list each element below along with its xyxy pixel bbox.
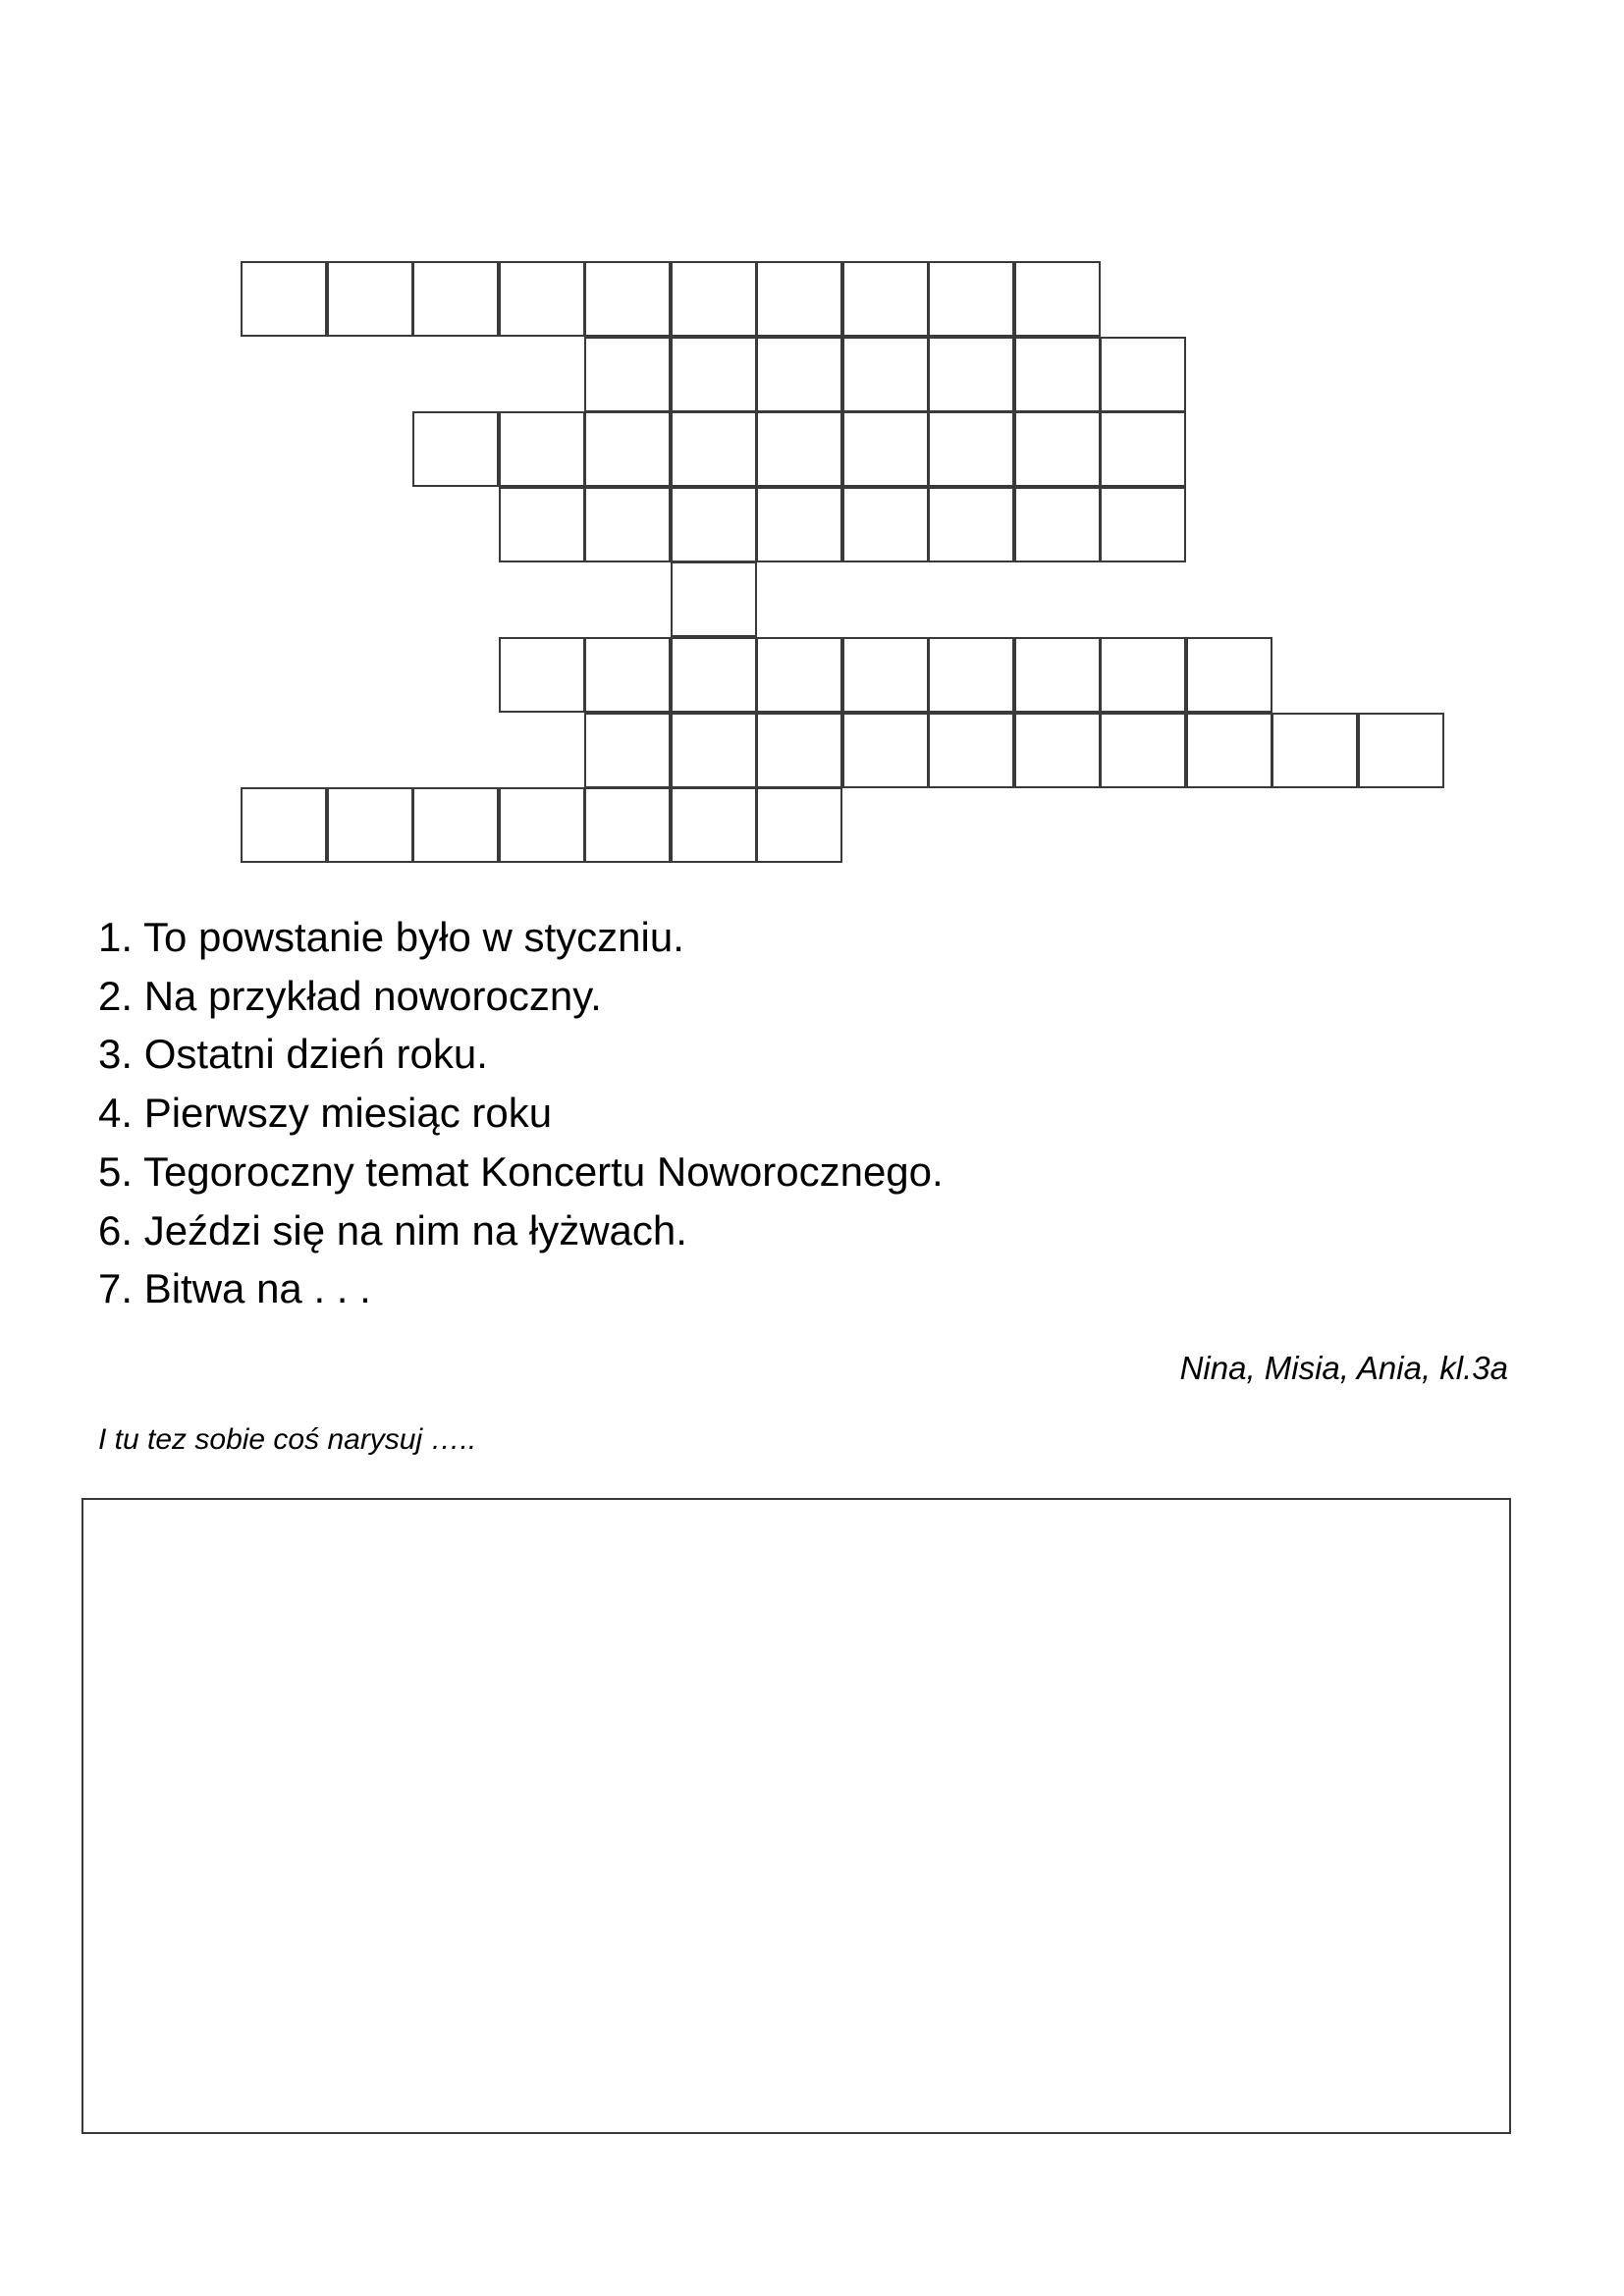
crossword-cell[interactable] — [671, 637, 757, 713]
crossword-cell[interactable] — [928, 261, 1014, 337]
crossword-cell[interactable] — [1358, 713, 1444, 788]
crossword-cell[interactable] — [671, 487, 757, 562]
crossword-cell[interactable] — [1100, 637, 1186, 713]
crossword-grid — [0, 0, 1624, 883]
crossword-cell[interactable] — [928, 337, 1014, 412]
authors-credit: Nina, Misia, Ania, kl.3a — [1179, 1350, 1508, 1386]
crossword-cell[interactable] — [499, 487, 585, 562]
crossword-cell[interactable] — [499, 411, 585, 487]
crossword-cell[interactable] — [1014, 713, 1101, 788]
crossword-cell[interactable] — [756, 787, 842, 863]
crossword-cell[interactable] — [1014, 261, 1101, 337]
crossword-cell[interactable] — [756, 261, 842, 337]
crossword-cell[interactable] — [756, 411, 842, 487]
crossword-cell[interactable] — [1100, 713, 1186, 788]
crossword-cell[interactable] — [584, 637, 671, 713]
crossword-cell[interactable] — [1100, 411, 1186, 487]
crossword-cell[interactable] — [327, 787, 413, 863]
crossword-cell[interactable] — [327, 261, 413, 337]
crossword-cell[interactable] — [928, 713, 1014, 788]
clue-1: 1. To powstanie było w styczniu. — [98, 914, 684, 960]
crossword-cell[interactable] — [584, 787, 671, 863]
crossword-cell[interactable] — [1100, 337, 1186, 412]
crossword-cell[interactable] — [1014, 487, 1101, 562]
crossword-cell[interactable] — [1014, 411, 1101, 487]
crossword-cell[interactable] — [499, 637, 585, 713]
crossword-cell[interactable] — [671, 261, 757, 337]
crossword-cell[interactable] — [584, 713, 671, 788]
crossword-cell[interactable] — [241, 787, 327, 863]
crossword-cell[interactable] — [756, 337, 842, 412]
crossword-cell[interactable] — [842, 261, 929, 337]
crossword-cell[interactable] — [412, 261, 499, 337]
crossword-cell[interactable] — [1272, 713, 1358, 788]
clue-6: 6. Jeździ się na nim na łyżwach. — [98, 1206, 687, 1254]
crossword-cell[interactable] — [671, 787, 757, 863]
crossword-cell[interactable] — [584, 411, 671, 487]
crossword-cell[interactable] — [499, 787, 585, 863]
crossword-cell[interactable] — [756, 487, 842, 562]
crossword-cell[interactable] — [412, 787, 499, 863]
crossword-cell[interactable] — [671, 713, 757, 788]
crossword-cell[interactable] — [1186, 713, 1272, 788]
crossword-cell[interactable] — [584, 487, 671, 562]
clue-7: 7. Bitwa na . . . — [98, 1265, 371, 1312]
crossword-cell[interactable] — [928, 487, 1014, 562]
crossword-cell[interactable] — [412, 411, 499, 487]
crossword-cell[interactable] — [842, 637, 929, 713]
crossword-cell[interactable] — [1186, 637, 1272, 713]
clue-4: 4. Pierwszy miesiąc roku — [98, 1090, 553, 1137]
clue-3: 3. Ostatni dzień roku. — [98, 1031, 488, 1078]
crossword-cell[interactable] — [671, 411, 757, 487]
clue-list — [98, 908, 944, 1318]
crossword-cell[interactable] — [842, 487, 929, 562]
crossword-cell[interactable] — [842, 713, 929, 788]
crossword-cell[interactable] — [584, 337, 671, 412]
crossword-cell[interactable] — [928, 637, 1014, 713]
drawing-area[interactable] — [81, 1498, 1511, 2134]
crossword-cell[interactable] — [842, 337, 929, 412]
crossword-cell[interactable] — [499, 261, 585, 337]
crossword-cell[interactable] — [1014, 637, 1101, 713]
crossword-cell[interactable] — [671, 561, 757, 637]
crossword-cell[interactable] — [671, 337, 757, 412]
crossword-cell[interactable] — [1100, 487, 1186, 562]
crossword-cell[interactable] — [928, 411, 1014, 487]
crossword-cell[interactable] — [584, 261, 671, 337]
clue-2: 2. Na przykład noworoczny. — [98, 972, 602, 1019]
clue-5: 5. Tegoroczny temat Koncertu Noworocznego. — [98, 1148, 944, 1195]
crossword-cell[interactable] — [756, 713, 842, 788]
crossword-cell[interactable] — [241, 261, 327, 337]
crossword-cell[interactable] — [1014, 337, 1101, 412]
crossword-cell[interactable] — [756, 637, 842, 713]
drawing-prompt: I tu tez sobie coś narysuj ….. — [98, 1423, 477, 1456]
crossword-cell[interactable] — [842, 411, 929, 487]
